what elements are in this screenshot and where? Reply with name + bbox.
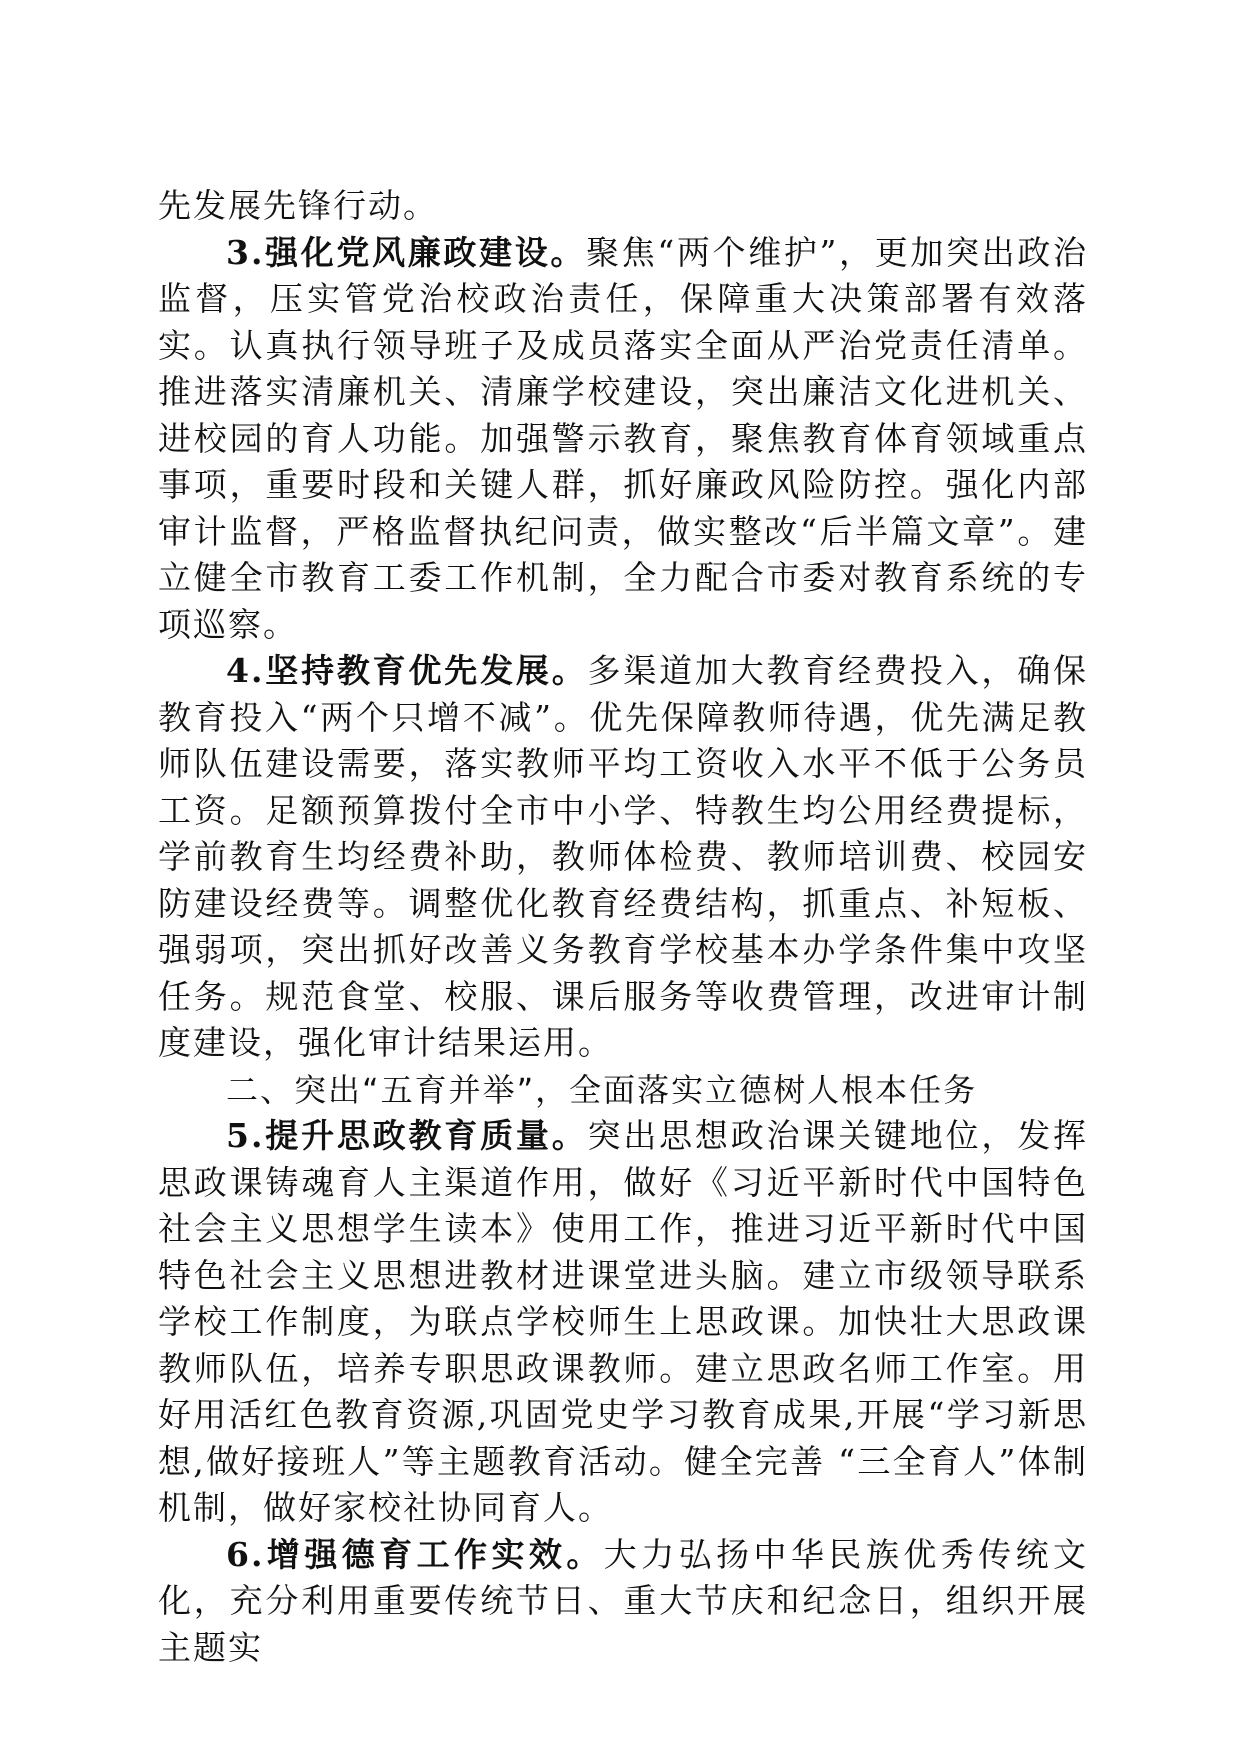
paragraph-lead: 4.坚持教育优先发展。 (226, 651, 588, 690)
paragraph-education-priority (158, 648, 1088, 1067)
document-body (158, 183, 1088, 1671)
paragraph-body: 聚焦“两个维护”，更加突出政治监督，压实管党治校政治责任，保障重大决策部署有效落实。认真执行领导班子及成员落实全面从严治党责任清单。推进落实清廉机关、清廉学校建设，突出廉洁文化进机关、进校园的育人功能。加强警示教育，聚焦教育体育领域重点事项，重要时段和关键人群，抓好廉政风险防控。强化内部审计监督，严格监督执纪问责，做实整改“后半篇文章”。建立健全市教育工委工作机制，全力配合市委对教育系统的专项巡察。 (158, 232, 1089, 644)
section-heading: 二、突出“五育并举”，全面落实立德树人根本任务 (226, 1070, 978, 1109)
paragraph-body: 大力弘扬中华民族优秀传统文化，充分利用重要传统节日、重大节庆和纪念日，组织开展主题实 (158, 1534, 1089, 1667)
paragraph-lead: 3.强化党风廉政建设。 (226, 232, 587, 272)
paragraph-ideology-education (158, 1113, 1088, 1532)
paragraph-lead: 6.增强德育工作实效。 (226, 1534, 604, 1574)
paragraph-lead: 5.提升思政教育质量。 (226, 1116, 588, 1155)
paragraph-party-conduct (158, 230, 1088, 649)
paragraph-moral-education (158, 1532, 1088, 1672)
paragraph-body: 多渠道加大教育经费投入，确保教育投入“两个只增不减”。优先保障教师待遇，优先满足教师队伍建设需要，落实教师平均工资收入水平不低于公务员工资。足额预算拨付全市中小学、特教生均公用经费提标，学前教育生均经费补助，教师体检费、教师培训费、校园安防建设经费等。调整优化教育经费结构，抓重点、补短板、强弱项，突出抓好改善义务教育学校基本办学条件集中攻坚任务。规范食堂、校服、课后服务等收费管理，改进审计制度建设，强化审计结果运用。 (158, 651, 1088, 1062)
paragraph-continuation: 先发展先锋行动。 (158, 186, 438, 225)
paragraph-body: 突出思想政治课关键地位，发挥思政课铸魂育人主渠道作用，做好《习近平新时代中国特色社会主义思想学生读本》使用工作，推进习近平新时代中国特色社会主义思想进教材进课堂进头脑。建立市级领导联系学校工作制度，为联点学校师生上思政课。加快壮大思政课教师队伍，培养专职思政课教师。建立思政名师工作室。用好用活红色教育资源,巩固党史学习教育成果,开展“学习新思想,做好接班人”等主题教育活动。健全完善 “三全育人”体制机制，做好家校社协同育人。 (158, 1116, 1088, 1527)
